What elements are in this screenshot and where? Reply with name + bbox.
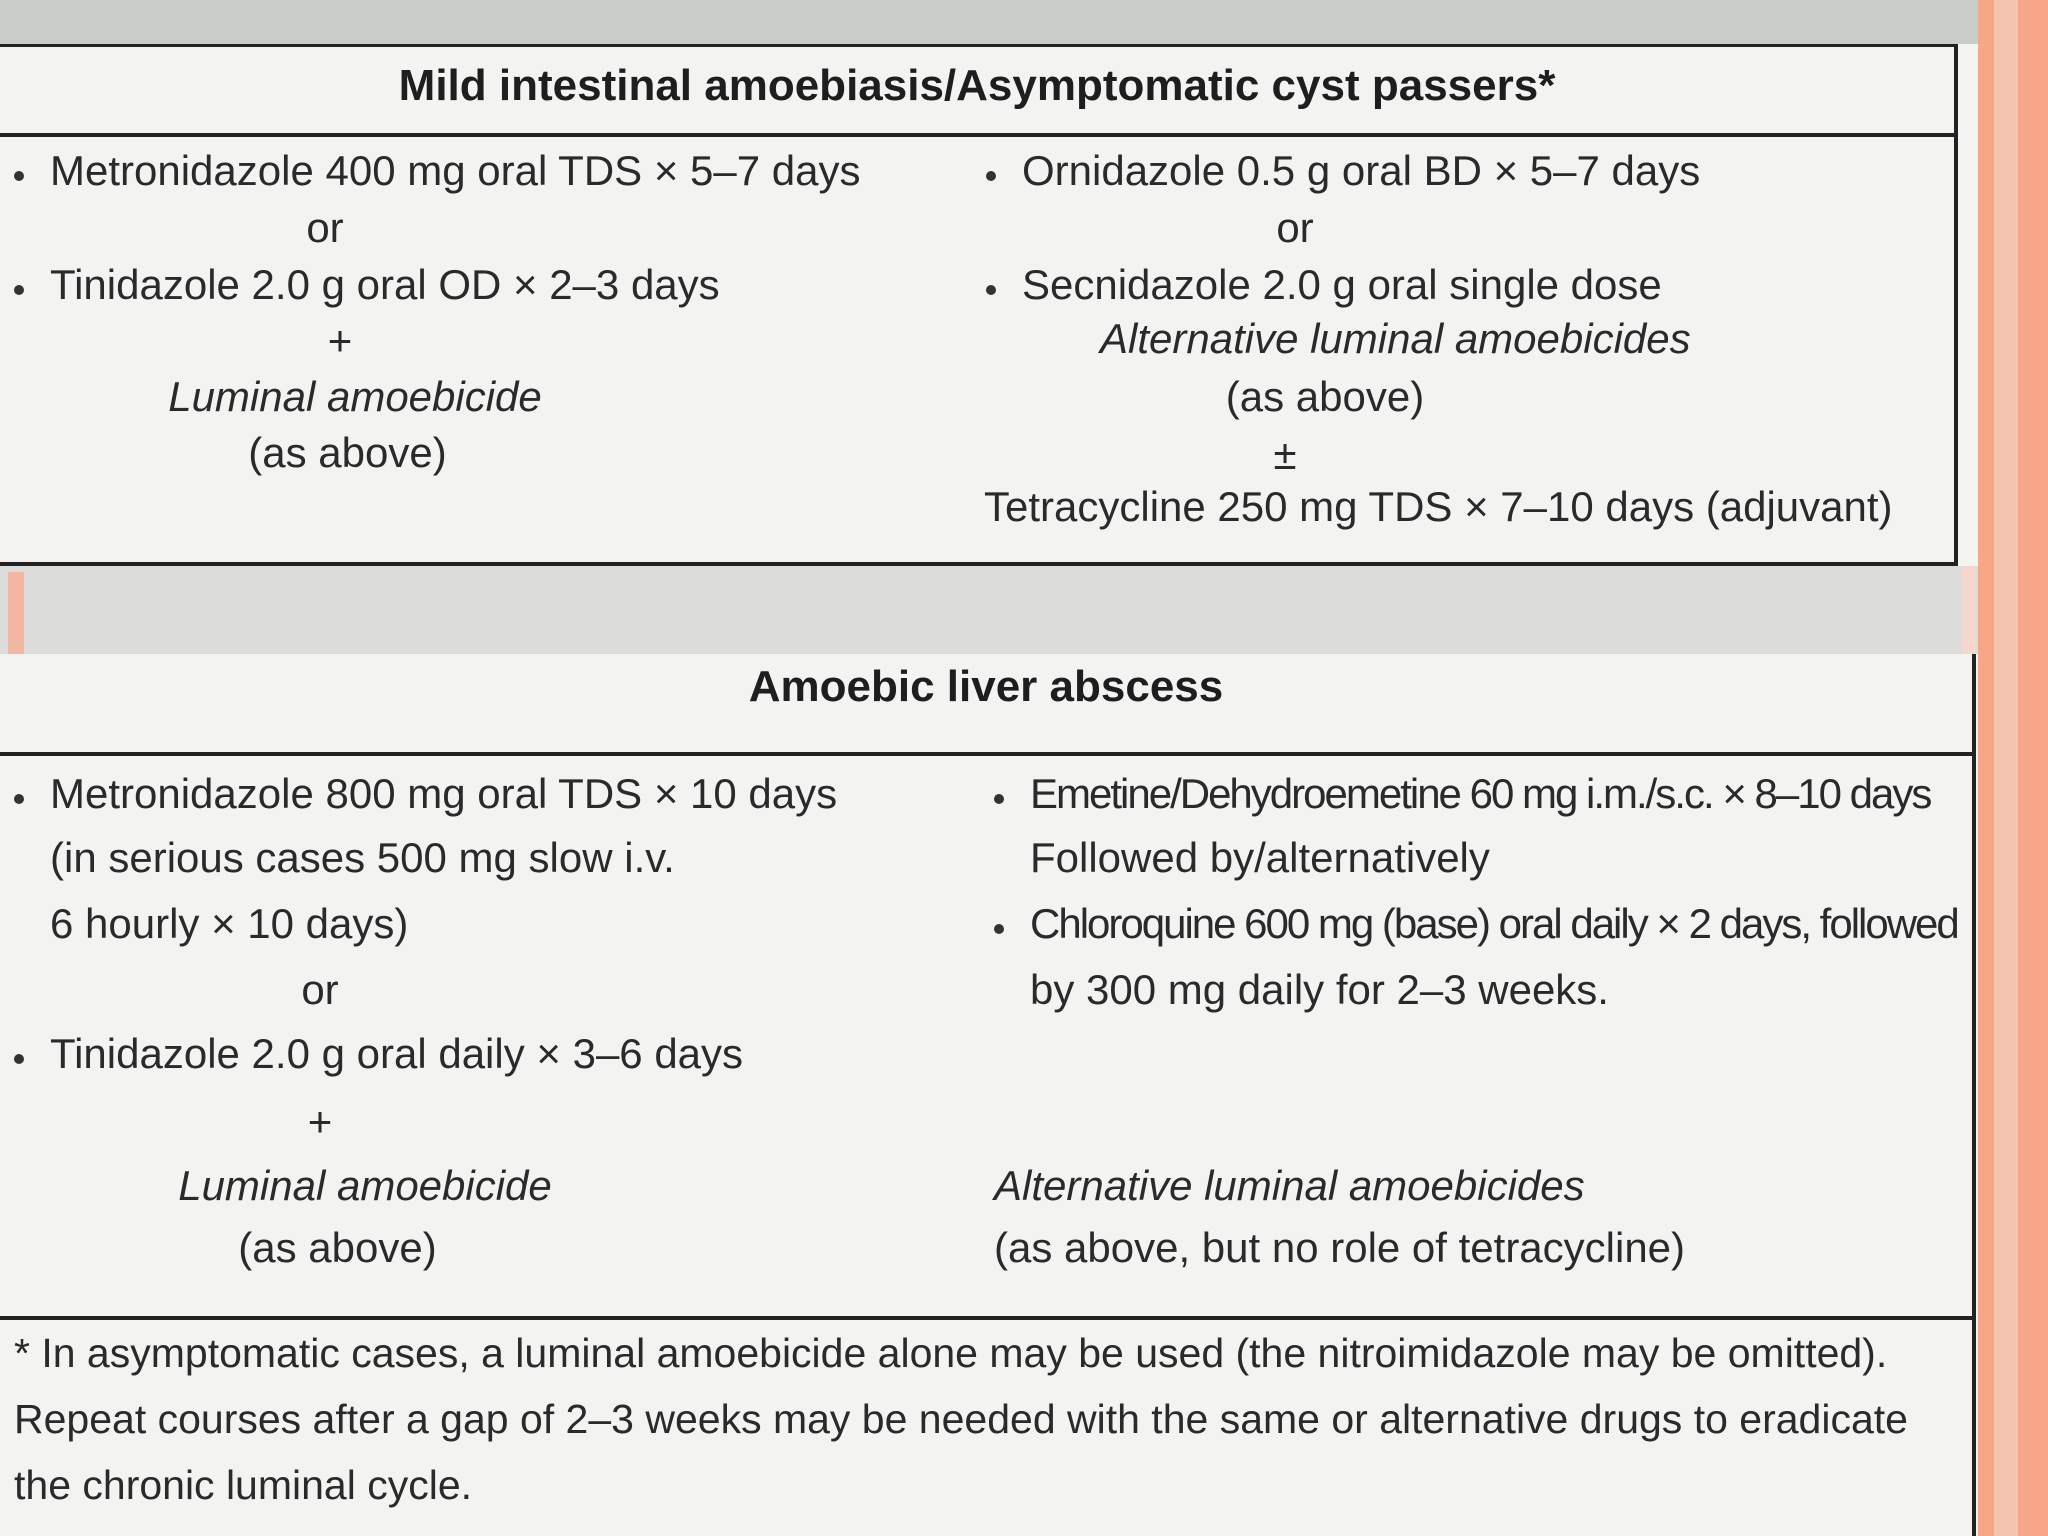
section2-divider <box>0 752 1972 756</box>
section2-left-item1-line2: (in serious cases 500 mg slow i.v. <box>50 834 675 881</box>
section1-divider <box>0 133 1954 137</box>
section1-right-tetracycline: Tetracycline 250 mg TDS × 7–10 days (adjuvant) <box>984 483 1893 530</box>
bullet-icon <box>994 794 1004 804</box>
section2-left-as-above: (as above) <box>238 1224 437 1271</box>
section2-right-item1: Emetine/Dehydroemetine 60 mg i.m./s.c. × 8–10 days <box>1030 770 1931 817</box>
section2-left-item2: Tinidazole 2.0 g oral daily × 3–6 days <box>50 1030 744 1077</box>
right-decorative-strip-inner <box>1994 0 2018 1536</box>
section1-left-luminal: Luminal amoebicide <box>168 373 542 420</box>
footnote-divider <box>0 1316 1972 1320</box>
section1-right-as-above: (as above) <box>1225 373 1425 420</box>
section2-right-alt: Alternative luminal amoebicides <box>994 1162 1585 1209</box>
section1-right-alt: Alternative luminal amoebicides <box>1100 315 1691 362</box>
middle-accent <box>8 572 24 654</box>
bullet-icon <box>14 285 24 295</box>
section2-title: Amoebic liver abscess <box>748 662 1224 711</box>
section1-left-item1: Metronidazole 400 mg oral TDS × 5–7 days <box>50 147 861 194</box>
middle-right-accent <box>1962 566 1976 654</box>
section2-left-item1: Metronidazole 800 mg oral TDS × 10 days <box>50 770 838 817</box>
bullet-icon <box>986 171 996 181</box>
footnote-line2: Repeat courses after a gap of 2–3 weeks may be needed with the same or alternative drugs to eradicate <box>14 1396 1908 1442</box>
section1-left-or: or <box>306 204 344 251</box>
section2-right-item2: Chloroquine 600 mg (base) oral daily × 2 days, followed <box>1030 900 1958 947</box>
liver-abscess-table <box>0 654 1976 1536</box>
section1-right-item1: Ornidazole 0.5 g oral BD × 5–7 days <box>1022 147 1701 194</box>
section1-left-plus: + <box>327 317 353 364</box>
bullet-icon <box>994 924 1004 934</box>
section1-right-plusminus: ± <box>1273 431 1297 478</box>
top-band <box>0 0 1978 44</box>
section2-left-or: or <box>301 966 339 1013</box>
section1-left-item2: Tinidazole 2.0 g oral OD × 2–3 days <box>50 261 720 308</box>
footnote-line3: the chronic luminal cycle. <box>14 1462 473 1508</box>
section2-right-item1-line2: Followed by/alternatively <box>1030 834 1490 881</box>
section1-left-as-above: (as above) <box>248 429 447 476</box>
footnote-line1: * In asymptomatic cases, a luminal amoebicide alone may be used (the nitroimidazole may be omitted). <box>14 1330 1888 1376</box>
bullet-icon <box>14 171 24 181</box>
section2-left-item1-line3: 6 hourly × 10 days) <box>50 900 409 947</box>
section2-left-plus: + <box>307 1098 333 1145</box>
section2-right-item2-line2: by 300 mg daily for 2–3 weeks. <box>1030 966 1609 1013</box>
mild-amoebiasis-table <box>0 44 1958 566</box>
section2-right-alt-note: (as above, but no role of tetracycline) <box>994 1224 1686 1271</box>
section1-right-item2: Secnidazole 2.0 g oral single dose <box>1022 261 1662 308</box>
bullet-icon <box>14 1054 24 1064</box>
bullet-icon <box>986 285 996 295</box>
bullet-icon <box>14 794 24 804</box>
middle-band <box>0 566 1978 654</box>
section2-left-luminal: Luminal amoebicide <box>178 1162 552 1209</box>
section1-right-or: or <box>1276 204 1314 251</box>
section1-title: Mild intestinal amoebiasis/Asymptomatic cyst passers* <box>398 61 1556 110</box>
